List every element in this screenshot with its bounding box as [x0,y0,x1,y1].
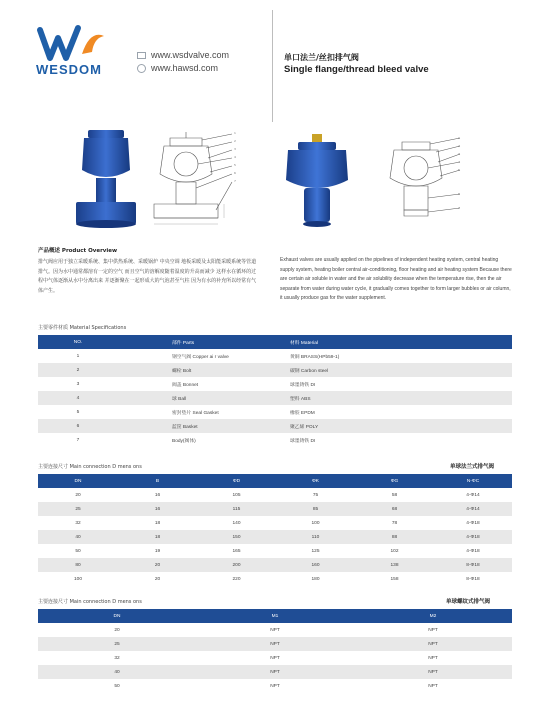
cell: 58 [391,492,398,498]
website-url-1[interactable]: www.wsdvalve.com [151,50,230,60]
table-row [38,679,512,693]
cell: 32 [114,655,120,661]
cell: 40 [38,665,196,679]
cell-no: 6 [38,419,118,433]
cell: NPT [428,655,438,661]
col-header-m2: M2 [354,609,512,623]
cell: 102 [390,548,399,554]
cell: 4-Φ18 [466,548,480,554]
table-row [38,488,512,502]
cell: 20 [154,576,161,582]
table-row [38,544,512,558]
thread-type-title: 单球螺纹式排气阀 [446,599,491,605]
cell: NPT [270,627,280,633]
cell: NPT [196,637,354,651]
cell: NPT [354,637,512,651]
cell: 105 [232,492,241,498]
drawing-left-label-2: 2 [234,139,236,143]
cell: 18 [118,530,197,544]
cell: 160 [276,558,355,572]
table-row [38,623,512,637]
table-row [38,433,512,447]
table-row [38,349,512,363]
cell-no: 2 [38,363,118,377]
drawing-left-label-1: 1 [234,131,236,135]
cell: 25 [38,637,196,651]
cell: 19 [154,548,161,554]
cell: 4-Φ18 [466,520,480,526]
product-title-cn: 单口法兰/丝扣排气阀 [284,53,359,62]
cell-part: 蓝筐 Basket [118,419,282,433]
drawing-right-label-4: 4 [458,160,460,164]
cell: 40 [38,530,118,544]
cell: 32 [75,520,81,526]
website-url-2[interactable]: www.hawsd.com [151,63,219,73]
thread-valve-drawing [380,128,472,228]
table-row [38,405,512,419]
col-header-b: B [118,474,197,488]
cell: NPT [354,665,512,679]
cell: 16 [118,502,197,516]
cell: 18 [154,520,161,526]
cell: 78 [391,520,398,526]
col-header-material: 材料 Material [282,335,512,349]
cell-material: 聚乙烯 POLY [282,419,512,433]
cell: 158 [390,576,399,582]
cell: NPT [428,627,438,633]
table-header-row [38,474,512,488]
cell-material: 黄铜 BRASS(HPb59-1) [290,354,340,360]
col-header-m1: M1 [196,609,354,623]
table-row [38,637,512,651]
table-row [38,558,512,572]
cell: NPT [196,665,354,679]
cell: 75 [312,492,319,498]
cell-material: 塑料 ABS [282,391,512,405]
cell-no: 3 [76,381,80,387]
cell: 85 [276,502,355,516]
cell: 150 [197,530,276,544]
cell: 180 [311,576,320,582]
cell-part: Body(阀体) [172,438,196,444]
drawing-left-label-3: 3 [234,147,236,151]
flange-type-title: 单球法兰式排气阀 [450,464,495,470]
cell: 138 [355,558,434,572]
cell-part: 密封垫片 Seal Gasket [172,410,219,416]
cell-material: 球墨铸铁 DI [290,382,316,388]
cell: NPT [428,683,438,689]
thread-section-title: 主要连接尺寸 Main connection D mens ons [38,599,142,605]
product-title-en: Single flange/thread bleed valve [284,64,429,75]
cell: 4-Φ18 [434,530,512,544]
cell-part: 钢空气阀 Copper ai r valve [172,354,229,360]
drawing-right-label-7: 7 [458,206,460,210]
drawing-left-label-6: 6 [234,171,236,175]
cell: 125 [311,548,320,554]
drawing-right-label-3: 3 [458,152,460,156]
cell-no: 5 [76,409,80,415]
cell-no: 1 [76,353,80,359]
table-row [38,363,512,377]
cell: 88 [355,530,434,544]
cell: 100 [73,576,82,582]
cell: 220 [232,576,241,582]
cell: 20 [75,492,81,498]
col-header-g: ΦG [355,474,434,488]
thread-dimensions-table [38,609,512,693]
col-header-no: NO. [38,335,118,349]
cell-no: 4 [38,391,118,405]
drawing-left-label-5: 5 [234,163,236,167]
table-row [38,391,512,405]
drawing-right-label-6: 6 [458,192,460,196]
cell-material: 碳钢 Carbon steel [282,363,512,377]
flange-section-title: 主要连接尺寸 Main connection D mens ons [38,464,142,470]
brand-name: WESDOM [36,62,102,77]
cell: 80 [38,558,118,572]
col-header-nc: N-ΦC [434,474,512,488]
drawing-right-label-1: 1 [458,136,460,140]
cell: 165 [232,548,241,554]
drawing-left-label-7: 7 [234,179,236,183]
cell: 4-Φ14 [466,492,480,498]
cell: 8-Φ18 [466,576,480,582]
col-header-dn: DN [38,474,118,488]
cell: 100 [311,520,320,526]
cell: 110 [276,530,355,544]
cell: 16 [154,492,161,498]
drawing-right-label-2: 2 [458,144,460,148]
table-row [38,530,512,544]
table-row [38,651,512,665]
col-header-d: ΦD [197,474,276,488]
table-row [38,419,512,433]
table-row [38,502,512,516]
cell: 115 [197,502,276,516]
cell: 4-Φ14 [434,502,512,516]
table-row [38,665,512,679]
flange-dimensions-table [38,474,512,586]
table-row [38,377,512,391]
cell: NPT [270,655,280,661]
cell-part: 螺栓 Bolt [118,363,282,377]
globe-icon [137,64,146,73]
overview-text-en: Exhaust valves are usually applied on the pipelines of independent heating system, central heating supply system, heating boiler central air-conditioning, floor heating and air heating system Because there are certain air soluble in water and the air solubility decrease when the temperature rise, then the air separate from water during water cycle, it gradually comes together to form larger bubbles or air column, it usually produce gas for the water supplement. [280,257,512,302]
materials-table [38,335,512,447]
table-row [38,516,512,530]
materials-section-title: 主要零件材质 Material Specifications [38,325,127,331]
drawing-right-label-5: 5 [458,168,460,172]
cell: 200 [197,558,276,572]
mail-icon [137,52,146,59]
flange-valve-drawing [150,128,242,232]
table-header-row [38,335,512,349]
cell: 50 [114,683,120,689]
drawing-left-label-4: 4 [234,155,236,159]
cell: 140 [232,520,241,526]
flange-valve-photo [74,126,138,232]
cell: 68 [355,502,434,516]
col-header-dn: DN [38,609,196,623]
col-header-k: ΦK [276,474,355,488]
table-row [38,572,512,586]
cell: NPT [270,683,280,689]
thread-valve-photo [284,134,350,232]
cell-part: 球 Ball [118,391,282,405]
cell: 8-Φ18 [434,558,512,572]
header-divider [272,10,273,122]
cell: 50 [75,548,81,554]
cell: 20 [114,627,120,633]
cell-part: 阀盖 Bonnet [172,382,199,388]
cell-material: 橡胶 EPDM [290,410,315,416]
cell-material: 球墨铸铁 DI [290,438,316,444]
overview-title: 产品概述 Product Overview [38,248,118,254]
overview-text-cn: 排气阀应用于独立采暖系统、集中供热系统、采暖锅炉 中央空调 地板采暖及太阳能采暖系统等管道排气。因为水中通常都溶有一定的空气 而且空气的溶解度随着温度的升高而减少 这样水在循环的过程中气体逐渐从水中分离出来 并逐渐聚在一起形成大的气泡甚至气柱 因为有水的补充所以经常有气体产生。 [38,259,257,294]
cell: 20 [118,558,197,572]
cell-no: 7 [76,437,80,443]
cell: 25 [38,502,118,516]
table-header-row [38,609,512,623]
col-header-parts: 部件 Parts [118,335,282,349]
